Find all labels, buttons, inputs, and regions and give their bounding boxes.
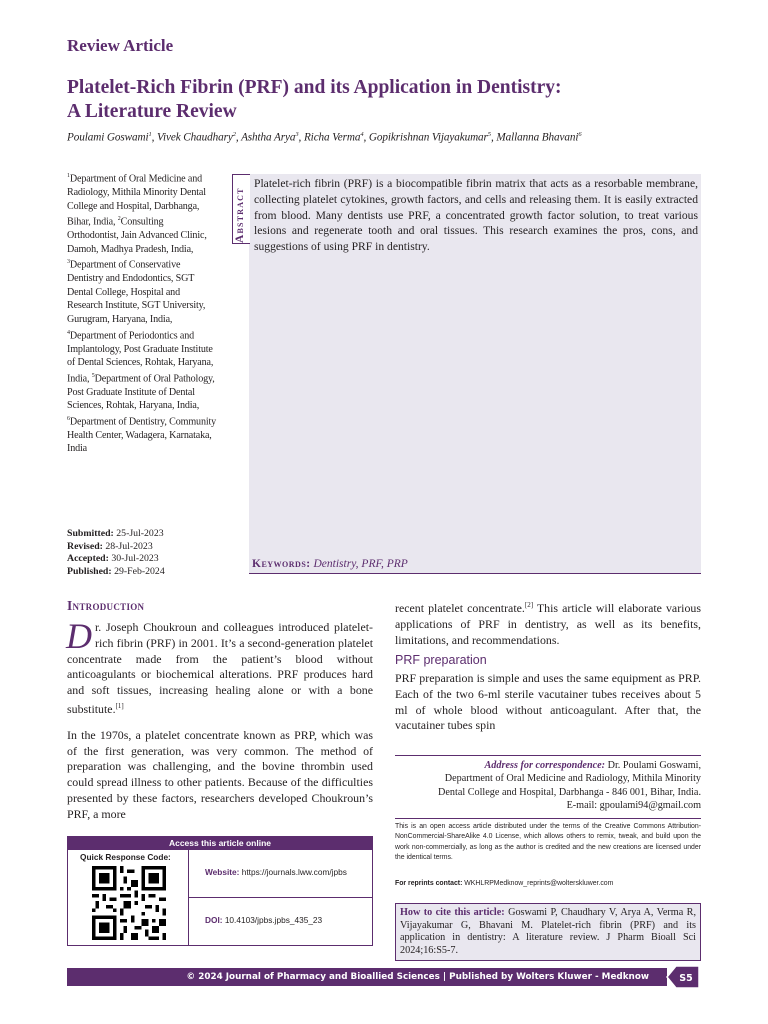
author-list: Poulami Goswami$^1$, Vivek Chaudhary$^2$, Ashtha Arya$^3$, Richa Verma$^4$, Gopikrishnan Vijayakumar$^5$, Mallanna Bhavani$^6$ — [67, 131, 582, 144]
website-link[interactable]: https://journals.lww.com/jpbs — [239, 867, 347, 877]
qr-label: Quick Response Code: — [80, 852, 171, 862]
author-sup: 2 — [232, 131, 236, 138]
website-cell — [189, 850, 372, 898]
affiliation-sup: 6 — [67, 415, 70, 422]
author: Gopikrishnan Vijayakumar — [368, 131, 488, 144]
doi-label: DOI: — [205, 915, 223, 925]
author-sup: 4 — [360, 131, 364, 138]
affiliation-sup: 2 — [117, 216, 121, 223]
article-type: Review Article — [67, 36, 174, 55]
correspondence-name: Dr. Poulami Goswami, — [605, 760, 701, 771]
citation-box — [395, 903, 701, 961]
page-number-badge — [663, 964, 701, 990]
article-dates — [67, 528, 227, 578]
introduction-body — [66, 616, 373, 833]
keywords — [252, 558, 408, 570]
citation-ref[interactable]: [1] — [115, 701, 124, 710]
date-revised: Revised: 28-Jul-2023 — [67, 540, 153, 552]
section-heading-introduction: Introduction — [67, 598, 145, 613]
paragraph: In the 1970s, a platelet concentrate known as PRP, which was of the first generation, was very common. The method of preparation was challenging, and the bovine thrombin used could spread illness to other patients. Because of the difficulties presented by these factors, researchers developed Choukroun’s PRF, a more — [67, 727, 373, 821]
reprints-label: For reprints contact: — [395, 880, 463, 887]
author: Ashtha Arya — [241, 131, 296, 144]
affiliation-sup: 3 — [67, 259, 70, 266]
correspondence-email[interactable]: E-mail: gpoulami94@gmail.com — [566, 800, 701, 812]
date-published: Published: 29-Feb-2024 — [67, 565, 165, 577]
author: Poulami Goswami — [67, 131, 149, 144]
correspondence-label: Address for correspondence: — [484, 760, 606, 771]
affiliation: Department of Oral Medicine and Radiology, Mithila Minority Dental College and Hospital, Darbhanga, Bihar, India, — [67, 173, 206, 228]
introduction-continued — [395, 598, 701, 658]
article-title — [67, 76, 707, 124]
keywords-label: Keywords: — [252, 558, 311, 570]
abstract-tab-label: Abstract — [234, 187, 246, 243]
affiliation: Department of Oral Pathology, Post Graduate Institute of Dental Sciences, Rohtak, Haryana, India, — [67, 373, 215, 412]
author-sup: 5 — [487, 131, 491, 138]
paragraph: PRF preparation is simple and uses the same equipment as PRP. Each of the two 6-ml sterile vacutainer tubes receives about 5 ml of whole blood without anticoagulant. After that, the vacutainer tubes spin — [395, 671, 701, 733]
paragraph: Dr. Joseph Choukroun and colleagues introduced platelet-rich fibrin (PRF) in 2001. It’s a second-generation platelet concentrate made from the patient’s blood without anticoagulants or biochemical alterations. PRF produces hard and soft tissues, increasing healing alone or with a bone substitute.[1] — [66, 616, 373, 716]
affiliation-sup: 4 — [67, 329, 70, 336]
author-sup: 1 — [148, 131, 152, 138]
author: Vivek Chaudhary — [157, 131, 233, 144]
affiliation: Department of Conservative Dentistry and Endodontics, SGT Dental College, Hospital and Research Institute, SGT University, Gurugram, Haryana, India, — [67, 259, 206, 326]
author: Mallanna Bhavani — [496, 131, 579, 144]
qr-code-icon[interactable] — [92, 866, 166, 940]
correspondence-line: Dental College and Hospital, Darbhanga - 846 001, Bihar, India. — [438, 786, 701, 798]
paragraph: recent platelet concentrate.[2] This article will elaborate various applications of PRF in dentistry, as well as its benefits, limitations, and recommendations. — [395, 600, 701, 647]
citation-text: Goswami P, Chaudhary V, Arya A, Verma R, Vijayakumar G, Bhavani M. Platelet-rich fibrin (PRF) and its application in dentistry: A literature review. J Pharm Bioall Sci 2024;16:S5-7. — [400, 907, 696, 956]
abstract-box — [234, 174, 701, 574]
doi-link[interactable]: 10.4103/jpbs.jpbs_435_23 — [222, 915, 323, 925]
drop-cap: D — [66, 616, 92, 656]
title-line-2: A Literature Review — [67, 101, 237, 122]
subsection-heading-prf-preparation: PRF preparation — [395, 653, 487, 667]
access-heading: Access this article online — [68, 837, 372, 850]
date-accepted: Accepted: 30-Jul-2023 — [67, 553, 159, 564]
author-sup: 6 — [578, 131, 582, 138]
author-sup: 3 — [295, 131, 299, 138]
footer-bar: © 2024 Journal of Pharmacy and Bioallied Sciences | Published by Wolters Kluwer - Medknow — [67, 968, 667, 986]
correspondence-box — [395, 755, 701, 813]
prf-preparation-body — [395, 671, 701, 744]
license-notice: This is an open access article distributed under the terms of the Creative Commons Attribution-NonCommercial-ShareAlike 4.0 License, which allows others to remix, tweak, and build upon the work non-commercially, as long as the author is credited and the new creations are licensed under the identical terms. — [395, 818, 701, 864]
affiliations — [67, 170, 217, 456]
correspondence-line: Department of Oral Medicine and Radiology, Mithila Minority — [444, 773, 701, 785]
citation-label: How to cite this article: — [400, 907, 505, 918]
website-label: Website: — [205, 867, 240, 877]
doi-cell — [189, 898, 372, 945]
date-submitted: Submitted: 25-Jul-2023 — [67, 528, 164, 539]
page-number: S5 — [679, 973, 693, 984]
title-line-1: Platelet-Rich Fibrin (PRF) and its Application in Dentistry: — [67, 77, 562, 98]
keywords-values: Dentistry, PRF, PRP — [313, 558, 408, 570]
abstract-tab — [232, 174, 250, 244]
reprints-contact — [395, 880, 701, 887]
affiliation: Consulting Orthodontist, Jain Advanced Clinic, Damoh, Madhya Pradesh, India, — [67, 216, 207, 255]
author: Richa Verma — [303, 131, 361, 144]
access-online-box — [67, 836, 373, 946]
affiliation-sup: 1 — [67, 173, 70, 179]
affiliation-sup: 5 — [91, 372, 95, 379]
abstract-text: Platelet-rich fibrin (PRF) is a biocompatible fibrin matrix that acts as a resorbable membrane, collecting platelet cytokines, growth factors, and cells and releasing them. It is easily extracted from blood. Many dentists use PRF, a concentrated growth factor solution, to treat various lesions and regenerate tooth and oral tissues. This research examines the pros, cons, and suggestions of using PRF in dentistry. — [254, 177, 698, 254]
citation-ref[interactable]: [2] — [524, 601, 534, 609]
affiliation: Department of Periodontics and Implantology, Post Graduate Institute of Dental Sciences, Rohtak, Haryana, India, — [67, 329, 214, 385]
qr-cell — [68, 850, 189, 945]
reprints-email[interactable]: WKHLRPMedknow_reprints@wolterskluwer.com — [462, 880, 614, 887]
affiliation: Department of Dentistry, Community Health Center, Wadagera, Karnataka, India — [67, 416, 217, 455]
